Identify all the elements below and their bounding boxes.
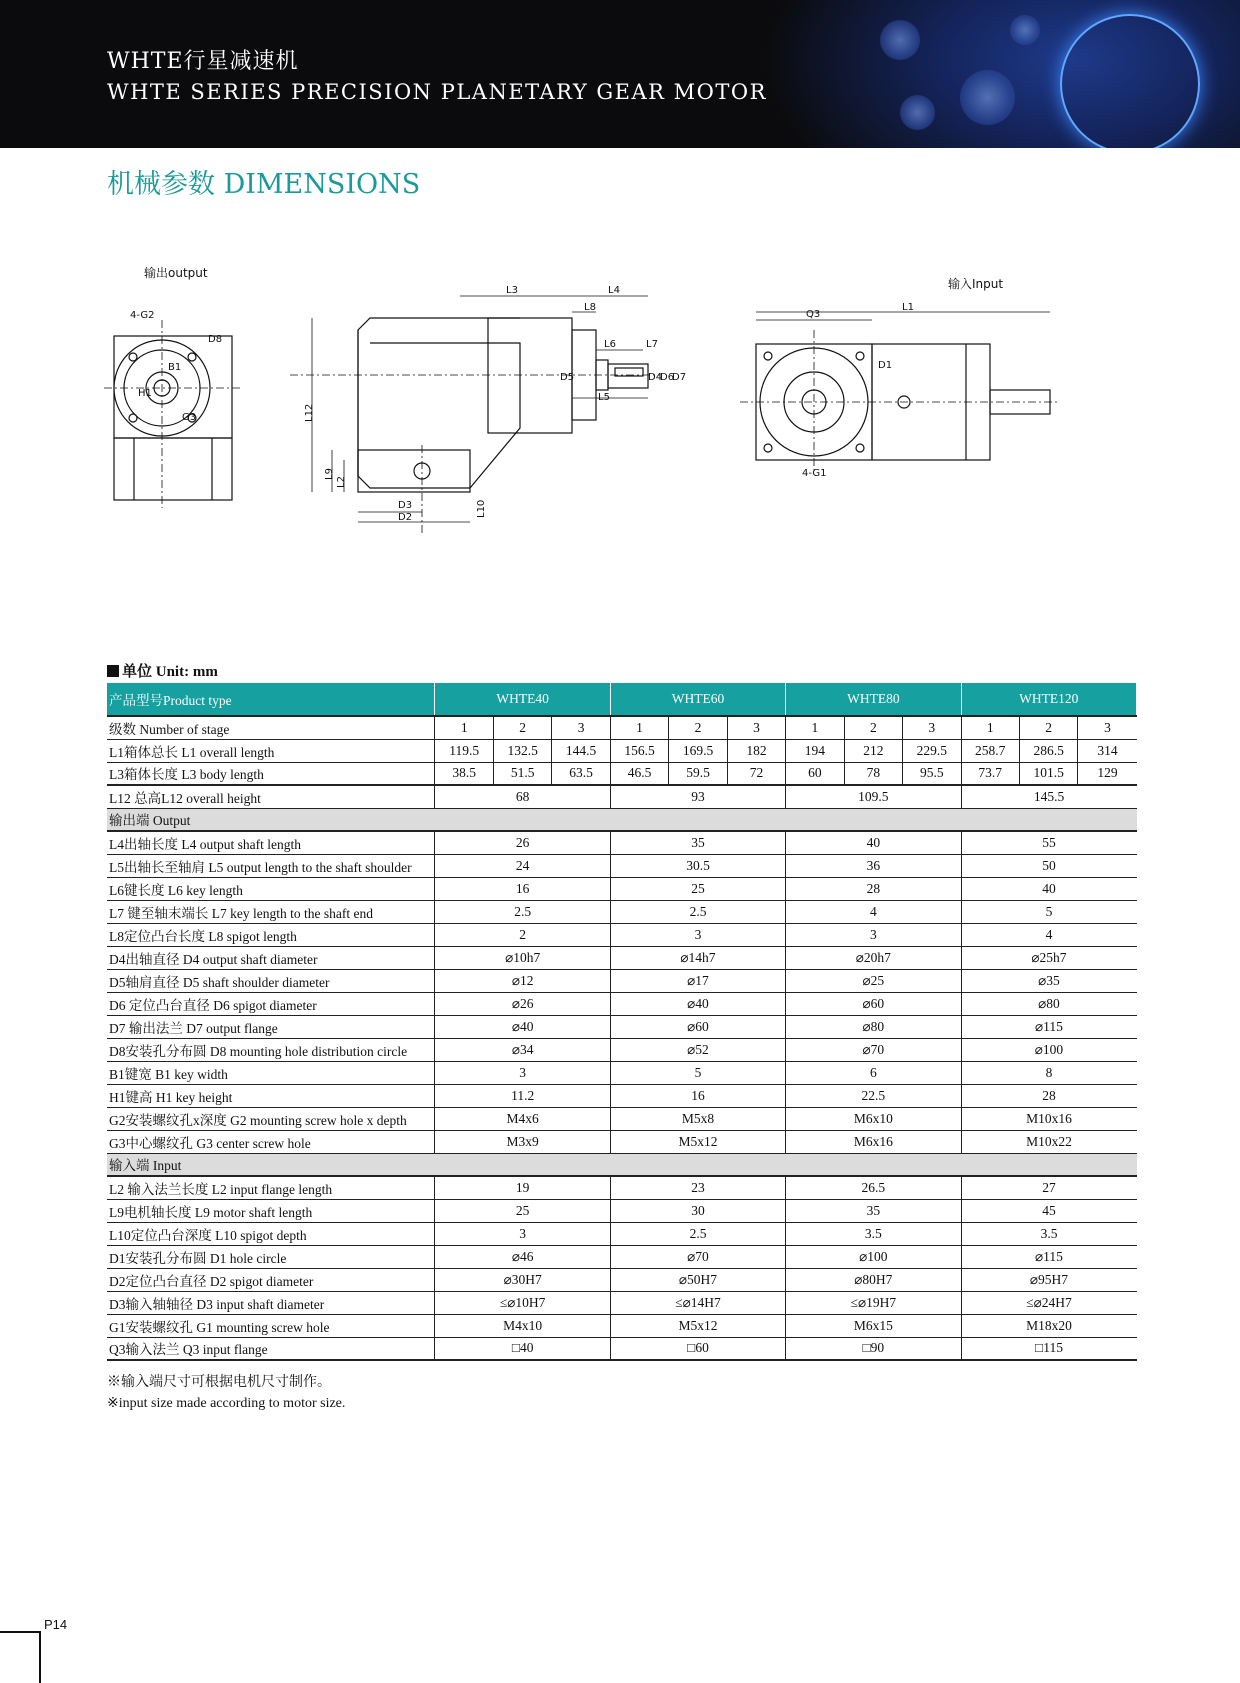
- table-cell: 286.5: [1019, 739, 1077, 762]
- table-cell: 182: [727, 739, 785, 762]
- table-cell: ≤⌀14H7: [610, 1291, 785, 1314]
- table-cell: 63.5: [552, 762, 610, 785]
- table-cell: ⌀115: [961, 1015, 1137, 1038]
- table-cell: 3: [435, 1222, 610, 1245]
- table-cell: 55: [961, 831, 1137, 854]
- row-label: 级数 Number of stage: [107, 716, 435, 739]
- section-title: 机械参数 DIMENSIONS: [107, 169, 421, 200]
- unit-label: 单位 Unit: mm: [107, 660, 218, 681]
- table-cell: 35: [786, 1199, 961, 1222]
- svg-text:B1: B1: [168, 362, 182, 373]
- table-cell: M3x9: [435, 1130, 610, 1153]
- output-label: 输出output: [144, 266, 208, 280]
- table-row: [107, 969, 1137, 992]
- row-label: D6 定位凸台直径 D6 spigot diameter: [107, 992, 435, 1015]
- table-cell: M5x8: [610, 1107, 785, 1130]
- table-cell: 109.5: [786, 785, 961, 808]
- table-row: [107, 1314, 1137, 1337]
- table-cell: 28: [961, 1084, 1137, 1107]
- stage-cell: 2: [669, 716, 727, 739]
- banner-bubble: [880, 20, 920, 60]
- table-cell: 68: [435, 785, 610, 808]
- table-cell: 2: [435, 923, 610, 946]
- table-cell: ⌀17: [610, 969, 785, 992]
- table-cell: 3.5: [961, 1222, 1137, 1245]
- technical-drawing: [100, 250, 1150, 580]
- table-cell: 93: [610, 785, 785, 808]
- table-cell: 50: [961, 854, 1137, 877]
- table-cell: 144.5: [552, 739, 610, 762]
- table-cell: ⌀34: [435, 1038, 610, 1061]
- svg-text:L5: L5: [598, 392, 610, 403]
- row-label: D5轴肩直径 D5 shaft shoulder diameter: [107, 969, 435, 992]
- table-cell: 314: [1078, 739, 1137, 762]
- banner-bubble: [1010, 15, 1040, 45]
- table-cell: 46.5: [610, 762, 668, 785]
- table-row: [107, 1038, 1137, 1061]
- table-cell: 2.5: [610, 900, 785, 923]
- table-row: [107, 762, 1137, 785]
- svg-text:D2: D2: [398, 512, 413, 523]
- table-section-row: [107, 808, 1137, 831]
- stage-cell: 2: [844, 716, 902, 739]
- table-row: [107, 877, 1137, 900]
- table-cell: ⌀80: [961, 992, 1137, 1015]
- table-cell: ⌀25h7: [961, 946, 1137, 969]
- svg-text:D3: D3: [398, 500, 413, 511]
- notes: [107, 1372, 345, 1414]
- table-cell: □115: [961, 1337, 1137, 1360]
- table-row: [107, 1061, 1137, 1084]
- svg-text:D8: D8: [208, 334, 223, 345]
- table-cell: 59.5: [669, 762, 727, 785]
- table-cell: M10x22: [961, 1130, 1137, 1153]
- table-cell: 26: [435, 831, 610, 854]
- stage-cell: 1: [610, 716, 668, 739]
- table-cell: 4: [961, 923, 1137, 946]
- table-row: [107, 1176, 1137, 1199]
- table-cell: 8: [961, 1061, 1137, 1084]
- spec-table: [107, 683, 1137, 1361]
- table-cell: 51.5: [493, 762, 551, 785]
- table-cell: 156.5: [610, 739, 668, 762]
- table-cell: 132.5: [493, 739, 551, 762]
- table-cell: 30.5: [610, 854, 785, 877]
- table-cell: ⌀30H7: [435, 1268, 610, 1291]
- svg-text:L10: L10: [476, 499, 487, 518]
- svg-text:4-G2: 4-G2: [130, 310, 155, 321]
- table-cell: 24: [435, 854, 610, 877]
- svg-text:D1: D1: [878, 360, 893, 371]
- table-cell: ⌀50H7: [610, 1268, 785, 1291]
- row-label: Q3输入法兰 Q3 input flange: [107, 1337, 435, 1360]
- table-row: [107, 1245, 1137, 1268]
- stage-cell: 2: [493, 716, 551, 739]
- stage-cell: 1: [435, 716, 493, 739]
- row-label: L9电机轴长度 L9 motor shaft length: [107, 1199, 435, 1222]
- svg-text:L6: L6: [604, 339, 616, 350]
- table-row: [107, 1015, 1137, 1038]
- row-label: G3中心螺纹孔 G3 center screw hole: [107, 1130, 435, 1153]
- banner-bubble: [900, 95, 935, 130]
- input-label: 输入Input: [948, 277, 1004, 291]
- row-label: L5出轴长至轴肩 L5 output length to the shaft shoulder: [107, 854, 435, 877]
- stage-cell: 1: [786, 716, 844, 739]
- table-row: [107, 854, 1137, 877]
- row-label: L1箱体总长 L1 overall length: [107, 739, 435, 762]
- table-cell: 35: [610, 831, 785, 854]
- svg-text:L1: L1: [902, 302, 914, 313]
- table-cell: 16: [610, 1084, 785, 1107]
- svg-text:D7: D7: [672, 372, 687, 383]
- table-cell: 95.5: [903, 762, 961, 785]
- table-row: [107, 1084, 1137, 1107]
- side-view: [290, 285, 686, 535]
- svg-text:L7: L7: [646, 339, 658, 350]
- table-cell: 194: [786, 739, 844, 762]
- model-header: WHTE120: [961, 683, 1137, 716]
- table-cell: 60: [786, 762, 844, 785]
- table-cell: ⌀20h7: [786, 946, 961, 969]
- input-view: [740, 276, 1060, 479]
- row-label: D7 输出法兰 D7 output flange: [107, 1015, 435, 1038]
- table-cell: 40: [961, 877, 1137, 900]
- table-cell: 145.5: [961, 785, 1137, 808]
- table-cell: ⌀60: [610, 1015, 785, 1038]
- page-number: P14: [44, 1617, 68, 1632]
- table-row: [107, 992, 1137, 1015]
- table-cell: 22.5: [786, 1084, 961, 1107]
- page-rule-vertical: [39, 1631, 41, 1683]
- stage-cell: 2: [1019, 716, 1077, 739]
- table-cell: ⌀70: [786, 1038, 961, 1061]
- header-title-cn: WHTE行星减速机: [107, 49, 299, 74]
- row-label: D8安装孔分布圆 D8 mounting hole distribution circle: [107, 1038, 435, 1061]
- banner-bubble: [960, 70, 1015, 125]
- table-cell: ⌀52: [610, 1038, 785, 1061]
- table-row: [107, 831, 1137, 854]
- table-cell: □40: [435, 1337, 610, 1360]
- svg-text:H1: H1: [138, 388, 152, 399]
- table-cell: ⌀60: [786, 992, 961, 1015]
- table-cell: □90: [786, 1337, 961, 1360]
- row-label: L7 键至轴末端长 L7 key length to the shaft end: [107, 900, 435, 923]
- svg-text:L2: L2: [336, 476, 347, 488]
- row-label: D3输入轴轴径 D3 input shaft diameter: [107, 1291, 435, 1314]
- svg-text:Q3: Q3: [806, 309, 821, 320]
- table-cell: 27: [961, 1176, 1137, 1199]
- table-cell: 3: [786, 923, 961, 946]
- table-cell: ⌀80H7: [786, 1268, 961, 1291]
- table-cell: ⌀14h7: [610, 946, 785, 969]
- table-cell: ≤⌀19H7: [786, 1291, 961, 1314]
- table-cell: 28: [786, 877, 961, 900]
- header-banner: [0, 0, 1240, 148]
- table-cell: ⌀115: [961, 1245, 1137, 1268]
- table-cell: 229.5: [903, 739, 961, 762]
- product-type-label: 产品型号Product type: [107, 683, 435, 716]
- output-view: [104, 265, 242, 508]
- table-cell: ⌀80: [786, 1015, 961, 1038]
- table-cell: 30: [610, 1199, 785, 1222]
- row-label: G2安装螺纹孔x深度 G2 mounting screw hole x depth: [107, 1107, 435, 1130]
- table-header-row: [107, 683, 1137, 716]
- model-header: WHTE80: [786, 683, 961, 716]
- header-title-en: WHTE SERIES PRECISION PLANETARY GEAR MOTOR: [107, 80, 767, 104]
- svg-text:4-G1: 4-G1: [802, 468, 827, 479]
- note-en: ※input size made according to motor size.: [107, 1396, 346, 1411]
- table-row: [107, 946, 1137, 969]
- table-cell: 5: [961, 900, 1137, 923]
- table-cell: M10x16: [961, 1107, 1137, 1130]
- table-cell: 26.5: [786, 1176, 961, 1199]
- table-cell: ⌀26: [435, 992, 610, 1015]
- table-cell: 129: [1078, 762, 1137, 785]
- table-row: [107, 1107, 1137, 1130]
- row-label: D1安装孔分布圆 D1 hole circle: [107, 1245, 435, 1268]
- table-cell: 3: [435, 1061, 610, 1084]
- table-cell: ⌀40: [435, 1015, 610, 1038]
- table-row: [107, 1130, 1137, 1153]
- table-cell: M4x6: [435, 1107, 610, 1130]
- table-cell: 19: [435, 1176, 610, 1199]
- table-row: [107, 1337, 1137, 1360]
- table-cell: M6x15: [786, 1314, 961, 1337]
- svg-text:L12: L12: [304, 403, 315, 422]
- table-row: [107, 716, 1137, 739]
- table-cell: M5x12: [610, 1314, 785, 1337]
- table-row: [107, 900, 1137, 923]
- table-cell: M18x20: [961, 1314, 1137, 1337]
- table-cell: 16: [435, 877, 610, 900]
- row-label: B1键宽 B1 key width: [107, 1061, 435, 1084]
- row-label: L3箱体长度 L3 body length: [107, 762, 435, 785]
- table-cell: 38.5: [435, 762, 493, 785]
- table-cell: M4x10: [435, 1314, 610, 1337]
- table-cell: 6: [786, 1061, 961, 1084]
- stage-cell: 3: [903, 716, 961, 739]
- table-cell: 11.2: [435, 1084, 610, 1107]
- table-cell: 212: [844, 739, 902, 762]
- page-rule: [0, 1631, 40, 1633]
- svg-text:D4: D4: [648, 372, 663, 383]
- stage-cell: 3: [1078, 716, 1137, 739]
- table-cell: ⌀40: [610, 992, 785, 1015]
- table-cell: 25: [610, 877, 785, 900]
- table-cell: 40: [786, 831, 961, 854]
- model-header: WHTE40: [435, 683, 610, 716]
- table-cell: □60: [610, 1337, 785, 1360]
- table-cell: 4: [786, 900, 961, 923]
- svg-text:D6: D6: [660, 372, 675, 383]
- table-row: [107, 1291, 1137, 1314]
- table-cell: 169.5: [669, 739, 727, 762]
- table-cell: 72: [727, 762, 785, 785]
- table-cell: ≤⌀24H7: [961, 1291, 1137, 1314]
- row-label: L8定位凸台长度 L8 spigot length: [107, 923, 435, 946]
- row-label: L10定位凸台深度 L10 spigot depth: [107, 1222, 435, 1245]
- table-row: [107, 923, 1137, 946]
- table-section-row: [107, 1153, 1137, 1176]
- table-cell: 2.5: [610, 1222, 785, 1245]
- table-cell: ⌀95H7: [961, 1268, 1137, 1291]
- row-label: L6键长度 L6 key length: [107, 877, 435, 900]
- svg-text:G3: G3: [182, 412, 197, 423]
- table-row: [107, 1199, 1137, 1222]
- table-cell: M6x16: [786, 1130, 961, 1153]
- row-label: L12 总高L12 overall height: [107, 785, 435, 808]
- table-cell: 119.5: [435, 739, 493, 762]
- row-label: L4出轴长度 L4 output shaft length: [107, 831, 435, 854]
- model-header: WHTE60: [610, 683, 785, 716]
- table-cell: ⌀46: [435, 1245, 610, 1268]
- table-cell: ⌀35: [961, 969, 1137, 992]
- table-cell: M6x10: [786, 1107, 961, 1130]
- table-cell: 3: [610, 923, 785, 946]
- table-cell: 5: [610, 1061, 785, 1084]
- stage-cell: 3: [552, 716, 610, 739]
- table-cell: 101.5: [1019, 762, 1077, 785]
- svg-text:D5: D5: [560, 372, 575, 383]
- table-row: [107, 739, 1137, 762]
- stage-cell: 3: [727, 716, 785, 739]
- svg-text:L8: L8: [584, 302, 596, 313]
- table-cell: 36: [786, 854, 961, 877]
- row-label: L2 输入法兰长度 L2 input flange length: [107, 1176, 435, 1199]
- table-cell: ⌀70: [610, 1245, 785, 1268]
- table-cell: ⌀100: [786, 1245, 961, 1268]
- table-cell: 45: [961, 1199, 1137, 1222]
- table-cell: ⌀12: [435, 969, 610, 992]
- svg-text:L4: L4: [608, 285, 620, 296]
- row-label: H1键高 H1 key height: [107, 1084, 435, 1107]
- table-cell: 73.7: [961, 762, 1019, 785]
- table-cell: 258.7: [961, 739, 1019, 762]
- note-cn: ※输入端尺寸可根据电机尺寸制作。: [107, 1375, 331, 1390]
- row-label: G1安装螺纹孔 G1 mounting screw hole: [107, 1314, 435, 1337]
- section-label: 输入端 Input: [107, 1153, 1137, 1176]
- table-row: [107, 1222, 1137, 1245]
- table-cell: 3.5: [786, 1222, 961, 1245]
- row-label: D4出轴直径 D4 output shaft diameter: [107, 946, 435, 969]
- table-cell: M5x12: [610, 1130, 785, 1153]
- table-row: [107, 785, 1137, 808]
- table-cell: ≤⌀10H7: [435, 1291, 610, 1314]
- table-row: [107, 1268, 1137, 1291]
- stage-cell: 1: [961, 716, 1019, 739]
- section-label: 输出端 Output: [107, 808, 1137, 831]
- table-cell: 2.5: [435, 900, 610, 923]
- table-cell: ⌀25: [786, 969, 961, 992]
- table-cell: 23: [610, 1176, 785, 1199]
- banner-ring: [1060, 14, 1200, 148]
- row-label: D2定位凸台直径 D2 spigot diameter: [107, 1268, 435, 1291]
- table-cell: ⌀100: [961, 1038, 1137, 1061]
- svg-text:L3: L3: [506, 285, 518, 296]
- table-cell: ⌀10h7: [435, 946, 610, 969]
- table-cell: 25: [435, 1199, 610, 1222]
- svg-text:L9: L9: [324, 468, 335, 480]
- table-cell: 78: [844, 762, 902, 785]
